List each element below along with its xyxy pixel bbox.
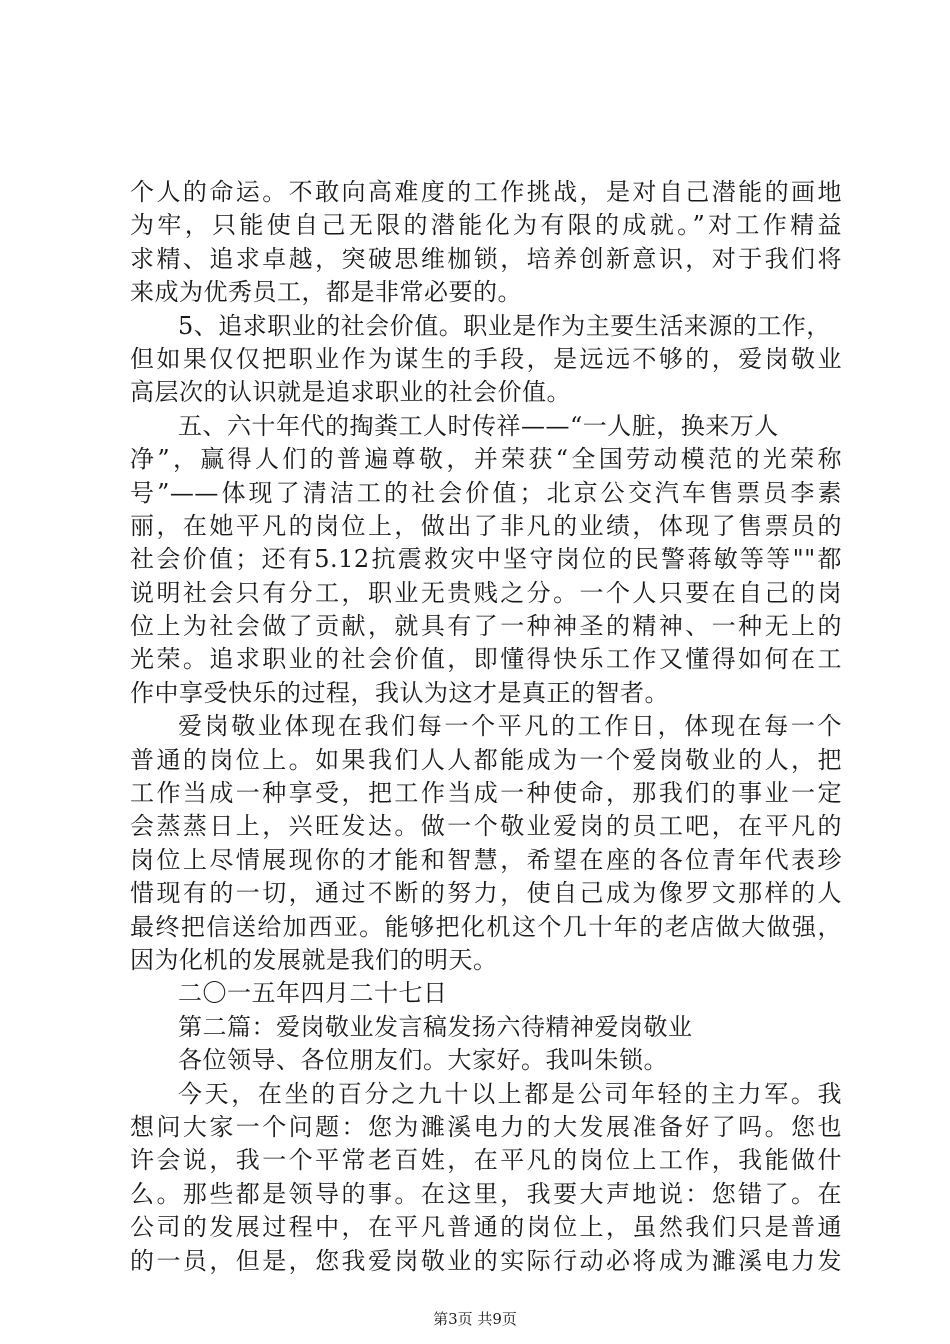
text-line: 但如果仅仅把职业作为谋生的手段，是远远不够的，爱岗敬业 xyxy=(130,344,842,373)
text-line: 位上为社会做了贡献，就具有了一种神圣的精神、一种无上的 xyxy=(130,612,842,641)
text-line: 么。那些都是领导的事。在这里，我要大声地说：您错了。在 xyxy=(130,1179,842,1208)
text-line: 为牢，只能使自己无限的潜能化为有限的成就。”对工作精益 xyxy=(130,211,842,240)
text-line: 因为化机的发展就是我们的明天。 xyxy=(130,945,498,974)
text-line: 惜现有的一切，通过不断的努力，使自己成为像罗文那样的人 xyxy=(130,879,842,908)
date-line: 二〇一五年四月二十七日 xyxy=(178,979,448,1008)
text-line: 工作当成一种享受，把工作当成一种使命，那我们的事业一定 xyxy=(130,779,842,808)
text-line: 号”——体现了清洁工的社会价值；北京公交汽车售票员李素 xyxy=(130,478,842,507)
text-line: 会蒸蒸日上，兴旺发达。做一个敬业爱岗的员工吧，在平凡的 xyxy=(130,812,842,841)
section-heading: 第二篇：爱岗敬业发言稿发扬六待精神爱岗敬业 xyxy=(178,1012,693,1041)
text-line: 净”，赢得人们的普遍尊敬，并荣获“全国劳动模范的光荣称 xyxy=(130,445,842,474)
text-line: 丽，在她平凡的岗位上，做出了非凡的业绩，体现了售票员的 xyxy=(130,511,842,540)
text-line: 公司的发展过程中，在平凡普通的岗位上，虽然我们只是普通 xyxy=(130,1213,842,1242)
text-line: 五、六十年代的掏粪工人时传祥——“一人脏，换来万人 xyxy=(178,411,779,440)
text-line: 个人的命运。不敢向高难度的工作挑战，是对自己潜能的画地 xyxy=(130,178,842,206)
body-text xyxy=(130,176,842,1278)
text-line: 爱岗敬业体现在我们每一个平凡的工作日，体现在每一个 xyxy=(178,712,842,741)
text-line: 的一员，但是，您我爱岗敬业的实际行动必将成为濉溪电力发 xyxy=(130,1246,842,1275)
text-line: 作中享受快乐的过程，我认为这才是真正的智者。 xyxy=(130,678,669,707)
text-line: 最终把信送给加西亚。能够把化机这个几十年的老店做大做强， xyxy=(130,912,842,941)
text-line: 想问大家一个问题：您为濉溪电力的大发展准备好了吗。您也 xyxy=(130,1112,842,1141)
text-line: 岗位上尽情展现你的才能和智慧，希望在座的各位青年代表珍 xyxy=(130,845,842,874)
page-number-footer: 第3页 共9页 xyxy=(433,1310,517,1328)
text-line: 今天，在坐的百分之九十以上都是公司年轻的主力军。我 xyxy=(178,1079,842,1108)
text-line: 高层次的认识就是追求职业的社会价值。 xyxy=(130,378,571,407)
text-line: 来成为优秀员工，都是非常必要的。 xyxy=(130,278,522,307)
text-line: 许会说，我一个平常老百姓，在平凡的岗位上工作，我能做什 xyxy=(130,1146,842,1175)
text-line: 5、追求职业的社会价值。职业是作为主要生活来源的工作， xyxy=(178,311,831,340)
text-line: 求精、追求卓越，突破思维枷锁，培养创新意识，对于我们将 xyxy=(130,244,842,273)
text-line: 社会价值；还有5.12抗震救灾中坚守岗位的民警蒋敏等等""都 xyxy=(130,545,842,574)
text-line: 说明社会只有分工，职业无贵贱之分。一个人只要在自己的岗 xyxy=(130,578,842,607)
text-line: 普通的岗位上。如果我们人人都能成为一个爱岗敬业的人，把 xyxy=(130,745,842,774)
text-line: 光荣。追求职业的社会价值，即懂得快乐工作又懂得如何在工 xyxy=(130,645,842,674)
text-line: 各位领导、各位朋友们。大家好。我叫朱锁。 xyxy=(178,1046,668,1075)
